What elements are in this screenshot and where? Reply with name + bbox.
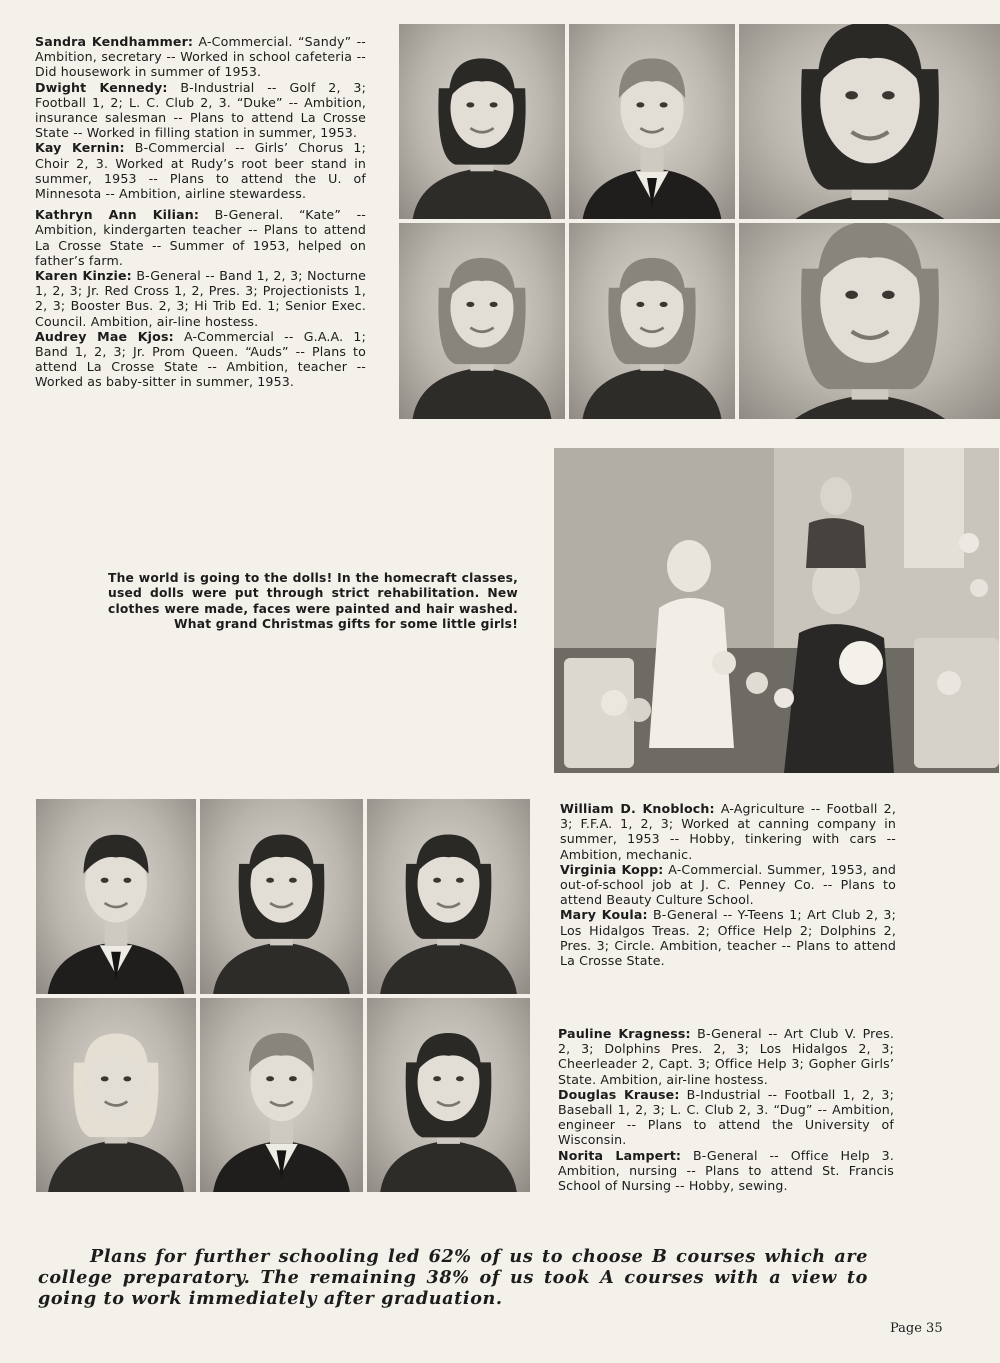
portrait-photo	[739, 223, 1000, 419]
bio-name: Dwight Kennedy:	[35, 79, 168, 95]
portrait-photo	[739, 24, 1000, 219]
bio-name: Douglas Krause:	[558, 1086, 680, 1102]
bio-entry	[558, 1087, 894, 1148]
bio-name: Kathryn Ann Kilian:	[35, 207, 200, 223]
bio-entry	[35, 268, 366, 329]
portrait-grid-bottom	[36, 799, 526, 1192]
portrait-grid-top	[399, 24, 999, 419]
bio-text: A-Commercial -- G.A.A. 1; Band 1, 2, 3; Jr. Prom Queen. “Auds” -- Plans to attend La Crosse State -- Ambition, teacher -- Worked as baby-sitter in summer, 1953.	[35, 328, 366, 390]
bio-text: B-General -- Y-Teens 1; Art Club 2, 3; Los Hidalgos Treas. 2; Office Help 2; Dolphins 2, Pres. 3; Circle. Ambition, teacher -- Plans to attend La Crosse State.	[560, 907, 896, 969]
bio-text: B-Commercial -- Girls’ Chorus 1; Choir 2, 3. Worked at Rudy’s root beer stand in summer, 1953 -- Plans to attend the U. of Minnesota -- Ambition, airline stewardess.	[35, 140, 366, 202]
courses-summary	[38, 1246, 868, 1309]
bio-name: Karen Kinzie:	[35, 268, 132, 284]
bio-text: A-Agriculture -- Football 2, 3; F.F.A. 1, 2, 3; Worked at canning company in summer, 1953 -- Hobby, tinkering with cars -- Ambition, mechanic.	[560, 801, 896, 862]
bio-name: Kay Kernin:	[35, 140, 125, 156]
portrait-photo	[367, 998, 530, 1192]
bio-entry	[35, 329, 366, 390]
bio-entry	[558, 1026, 894, 1087]
bio-text: A-Commercial. Summer, 1953, and out-of-school job at J. C. Penney Co. -- Plans to attend Beauty Culture School.	[560, 861, 896, 908]
summary-text: Plans for further schooling led 62% of us to choose B courses which are college preparatory. The remaining 38% of us took A courses with a view to going to work immediately after graduation.	[38, 1246, 868, 1309]
bios-top	[35, 34, 366, 390]
bio-name: Norita Lampert:	[558, 1147, 682, 1163]
bio-entry	[35, 34, 366, 80]
bio-text: B-General -- Band 1, 2, 3; Nocturne 1, 2, 3; Jr. Red Cross 1, 2, Pres. 3; Projectionists 1, 2, 3; Booster Bus. 2, 3; Hi Trib Ed. 1; Senior Exec. Council. Ambition, air-line hostess.	[35, 268, 366, 329]
bio-name: Sandra Kendhammer:	[35, 34, 194, 49]
bio-entry	[35, 80, 366, 141]
bio-text: B-Industrial -- Football 1, 2, 3; Baseball 1, 2, 3; L. C. Club 2, 3. “Dug” -- Ambition, engineer -- Plans to attend the University of Wisconsin.	[558, 1086, 894, 1148]
bio-name: William D. Knobloch:	[560, 801, 715, 816]
bio-entry	[560, 801, 896, 862]
bio-entry	[35, 140, 366, 201]
portrait-photo	[399, 24, 565, 219]
portrait-photo	[200, 799, 363, 994]
bio-entry	[560, 862, 896, 908]
bio-text: A-Commercial. “Sandy” -- Ambition, secretary -- Worked in school cafeteria -- Did housework in summer of 1953.	[35, 34, 367, 80]
portrait-photo	[36, 998, 196, 1192]
portrait-photo	[569, 24, 735, 219]
homecraft-dolls-photo	[554, 448, 999, 773]
portrait-photo	[367, 799, 530, 994]
bio-entry	[560, 907, 896, 968]
bio-name: Audrey Mae Kjos:	[35, 328, 174, 344]
bio-name: Mary Koula:	[560, 907, 648, 923]
portrait-photo	[569, 223, 735, 419]
portrait-photo	[399, 223, 565, 419]
bio-name: Virginia Kopp:	[560, 861, 664, 877]
bio-text: B-General. “Kate” -- Ambition, kindergarten teacher -- Plans to attend La Crosse State -- Summer of 1953, helped on father’s farm.	[35, 207, 366, 268]
bios-bottom	[558, 1026, 894, 1193]
bio-entry	[558, 1148, 894, 1194]
portrait-photo	[200, 998, 363, 1192]
bio-text: B-General -- Art Club V. Pres. 2, 3; Dolphins Pres. 2, 3; Los Hidalgos 2, 3; Cheerleader 2, Capt. 3; Office Help 3; Gopher Girls’ State. Ambition, air-line hostess.	[558, 1026, 894, 1087]
bio-text: B-General -- Office Help 3. Ambition, nursing -- Plans to attend St. Francis School of Nursing -- Hobby, sewing.	[558, 1147, 894, 1194]
bio-entry	[35, 207, 366, 268]
page-number: Page 35	[890, 1321, 943, 1336]
bios-mid	[560, 801, 896, 968]
photo-caption: The world is going to the dolls! In the homecraft classes, used dolls were put through strict rehabilitation. New clothes were made, faces were painted and hair washed. What grand Christmas gifts for some little girls!	[108, 571, 518, 631]
bio-text: B-Industrial -- Golf 2, 3; Football 1, 2; L. C. Club 2, 3. “Duke” -- Ambition, insurance salesman -- Plans to attend La Crosse State -- Worked in filling station in summer, 1953.	[35, 79, 366, 141]
bio-name: Pauline Kragness:	[558, 1026, 691, 1041]
portrait-photo	[36, 799, 196, 994]
